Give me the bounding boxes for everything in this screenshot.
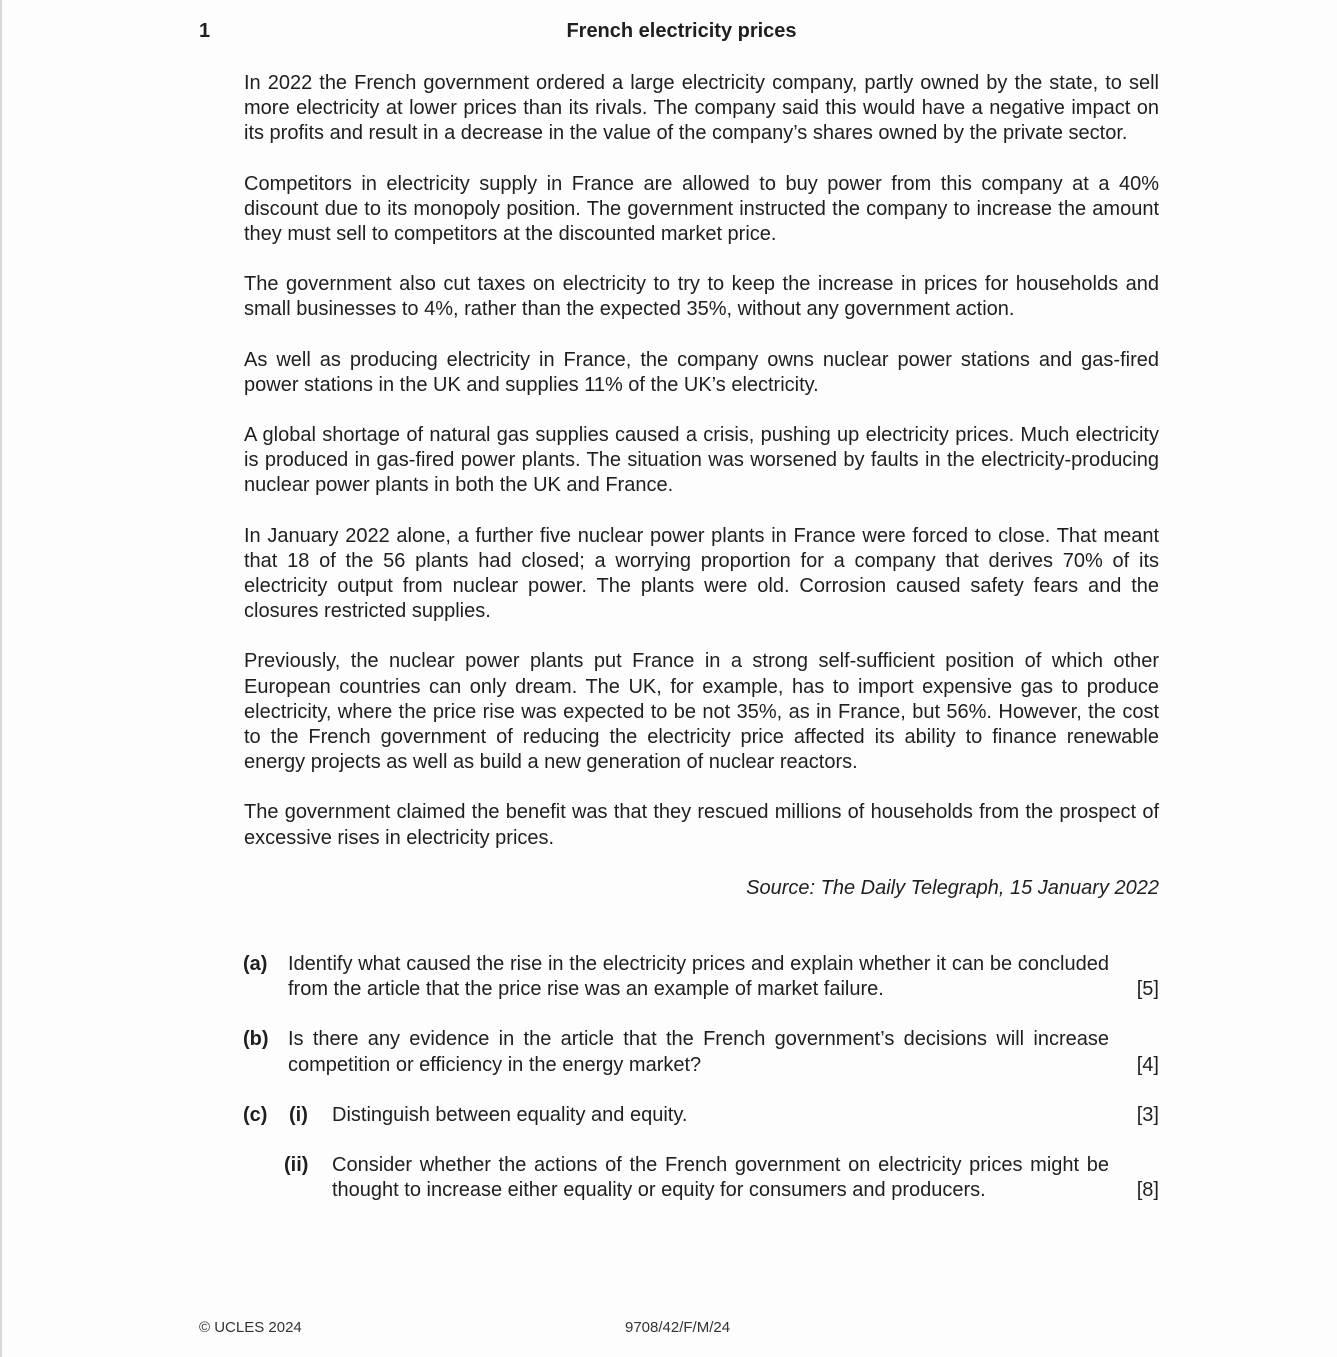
article-paragraph: Previously, the nuclear power plants put France in a strong self-sufficient position of which other European countries can only dream. The UK, for example, has to import expensive gas to produce electricity, where the price rise was expected to be not 35%, as in France, but 56%. However, the cost to the French government of reducing the electricity price affected its ability to finance renewable energy projects as well as build a new generation of nuclear reactors.	[244, 650, 1159, 774]
question-text: Is there any evidence in the article that the French government’s decisions will increase competition or efficiency in the energy market?	[288, 1028, 1109, 1076]
question-sublabel: (ii)	[284, 1154, 309, 1177]
question-sublabel: (i)	[289, 1103, 308, 1126]
question-b	[243, 1027, 1159, 1077]
question-marks: [5]	[1136, 978, 1159, 1001]
question-label: (b)	[243, 1028, 269, 1051]
article-paragraph: The government claimed the benefit was that they rescued millions of households from the prospect of excessive rises in electricity prices.	[244, 801, 1159, 849]
article-paragraph: A global shortage of natural gas supplies caused a crisis, pushing up electricity prices. Much electricity is produced in gas-fired power plants. The situation was worsened by faults in the electricity-producing nuclear power plants in both the UK and France.	[244, 424, 1159, 497]
question-a	[243, 952, 1159, 1002]
question-c-ii	[243, 1153, 1159, 1203]
question-text: Identify what caused the rise in the electricity prices and explain whether it can be concluded from the article that the price rise was an example of market failure.	[288, 953, 1109, 1001]
question-c-i	[243, 1103, 1159, 1128]
article-paragraph: The government also cut taxes on electricity to try to keep the increase in prices for households and small businesses to 4%, rather than the expected 35%, without any government action.	[244, 273, 1159, 321]
article-paragraph: Competitors in electricity supply in France are allowed to buy power from this company at a 40% discount due to its monopoly position. The government instructed the company to increase the amount they must sell to competitors at the discounted market price.	[244, 172, 1159, 246]
question-marks: [4]	[1136, 1053, 1159, 1076]
question-text: Distinguish between equality and equity.	[332, 1103, 688, 1126]
question-label: (c)	[243, 1103, 268, 1126]
article	[244, 71, 1159, 926]
question-text: Consider whether the actions of the French government on electricity prices might be thought to increase either equality or equity for consumers and producers.	[332, 1154, 1109, 1202]
footer-copyright: © UCLES 2024	[199, 1319, 302, 1336]
article-paragraph: In 2022 the French government ordered a large electricity company, partly owned by the state, to sell more electricity at lower prices than its rivals. The company said this would have a negative impact on its profits and result in a decrease in the value of the company’s shares owned by the private sector.	[244, 72, 1159, 145]
footer-paper-code: 9708/42/F/M/24	[625, 1319, 731, 1336]
question-label: (a)	[243, 953, 268, 975]
question-marks: [8]	[1136, 1179, 1159, 1202]
article-source: Source: The Daily Telegraph, 15 January 2022	[746, 876, 1159, 899]
question-marks: [3]	[1136, 1103, 1159, 1126]
article-paragraph: As well as producing electricity in France, the company owns nuclear power stations and gas-fired power stations in the UK and supplies 11% of the UK’s electricity.	[244, 348, 1159, 396]
page-title: French electricity prices	[566, 20, 797, 42]
questions	[243, 952, 1159, 1228]
page-edge	[0, 0, 2, 1357]
question-number: 1	[199, 20, 211, 42]
article-paragraph: In January 2022 alone, a further five nuclear power plants in France were forced to close. That meant that 18 of the 56 plants had closed; a worrying proportion for a company that derives 70% of its electricity output from nuclear power. The plants were old. Corrosion caused safety fears and the closures restricted supplies.	[244, 524, 1159, 623]
